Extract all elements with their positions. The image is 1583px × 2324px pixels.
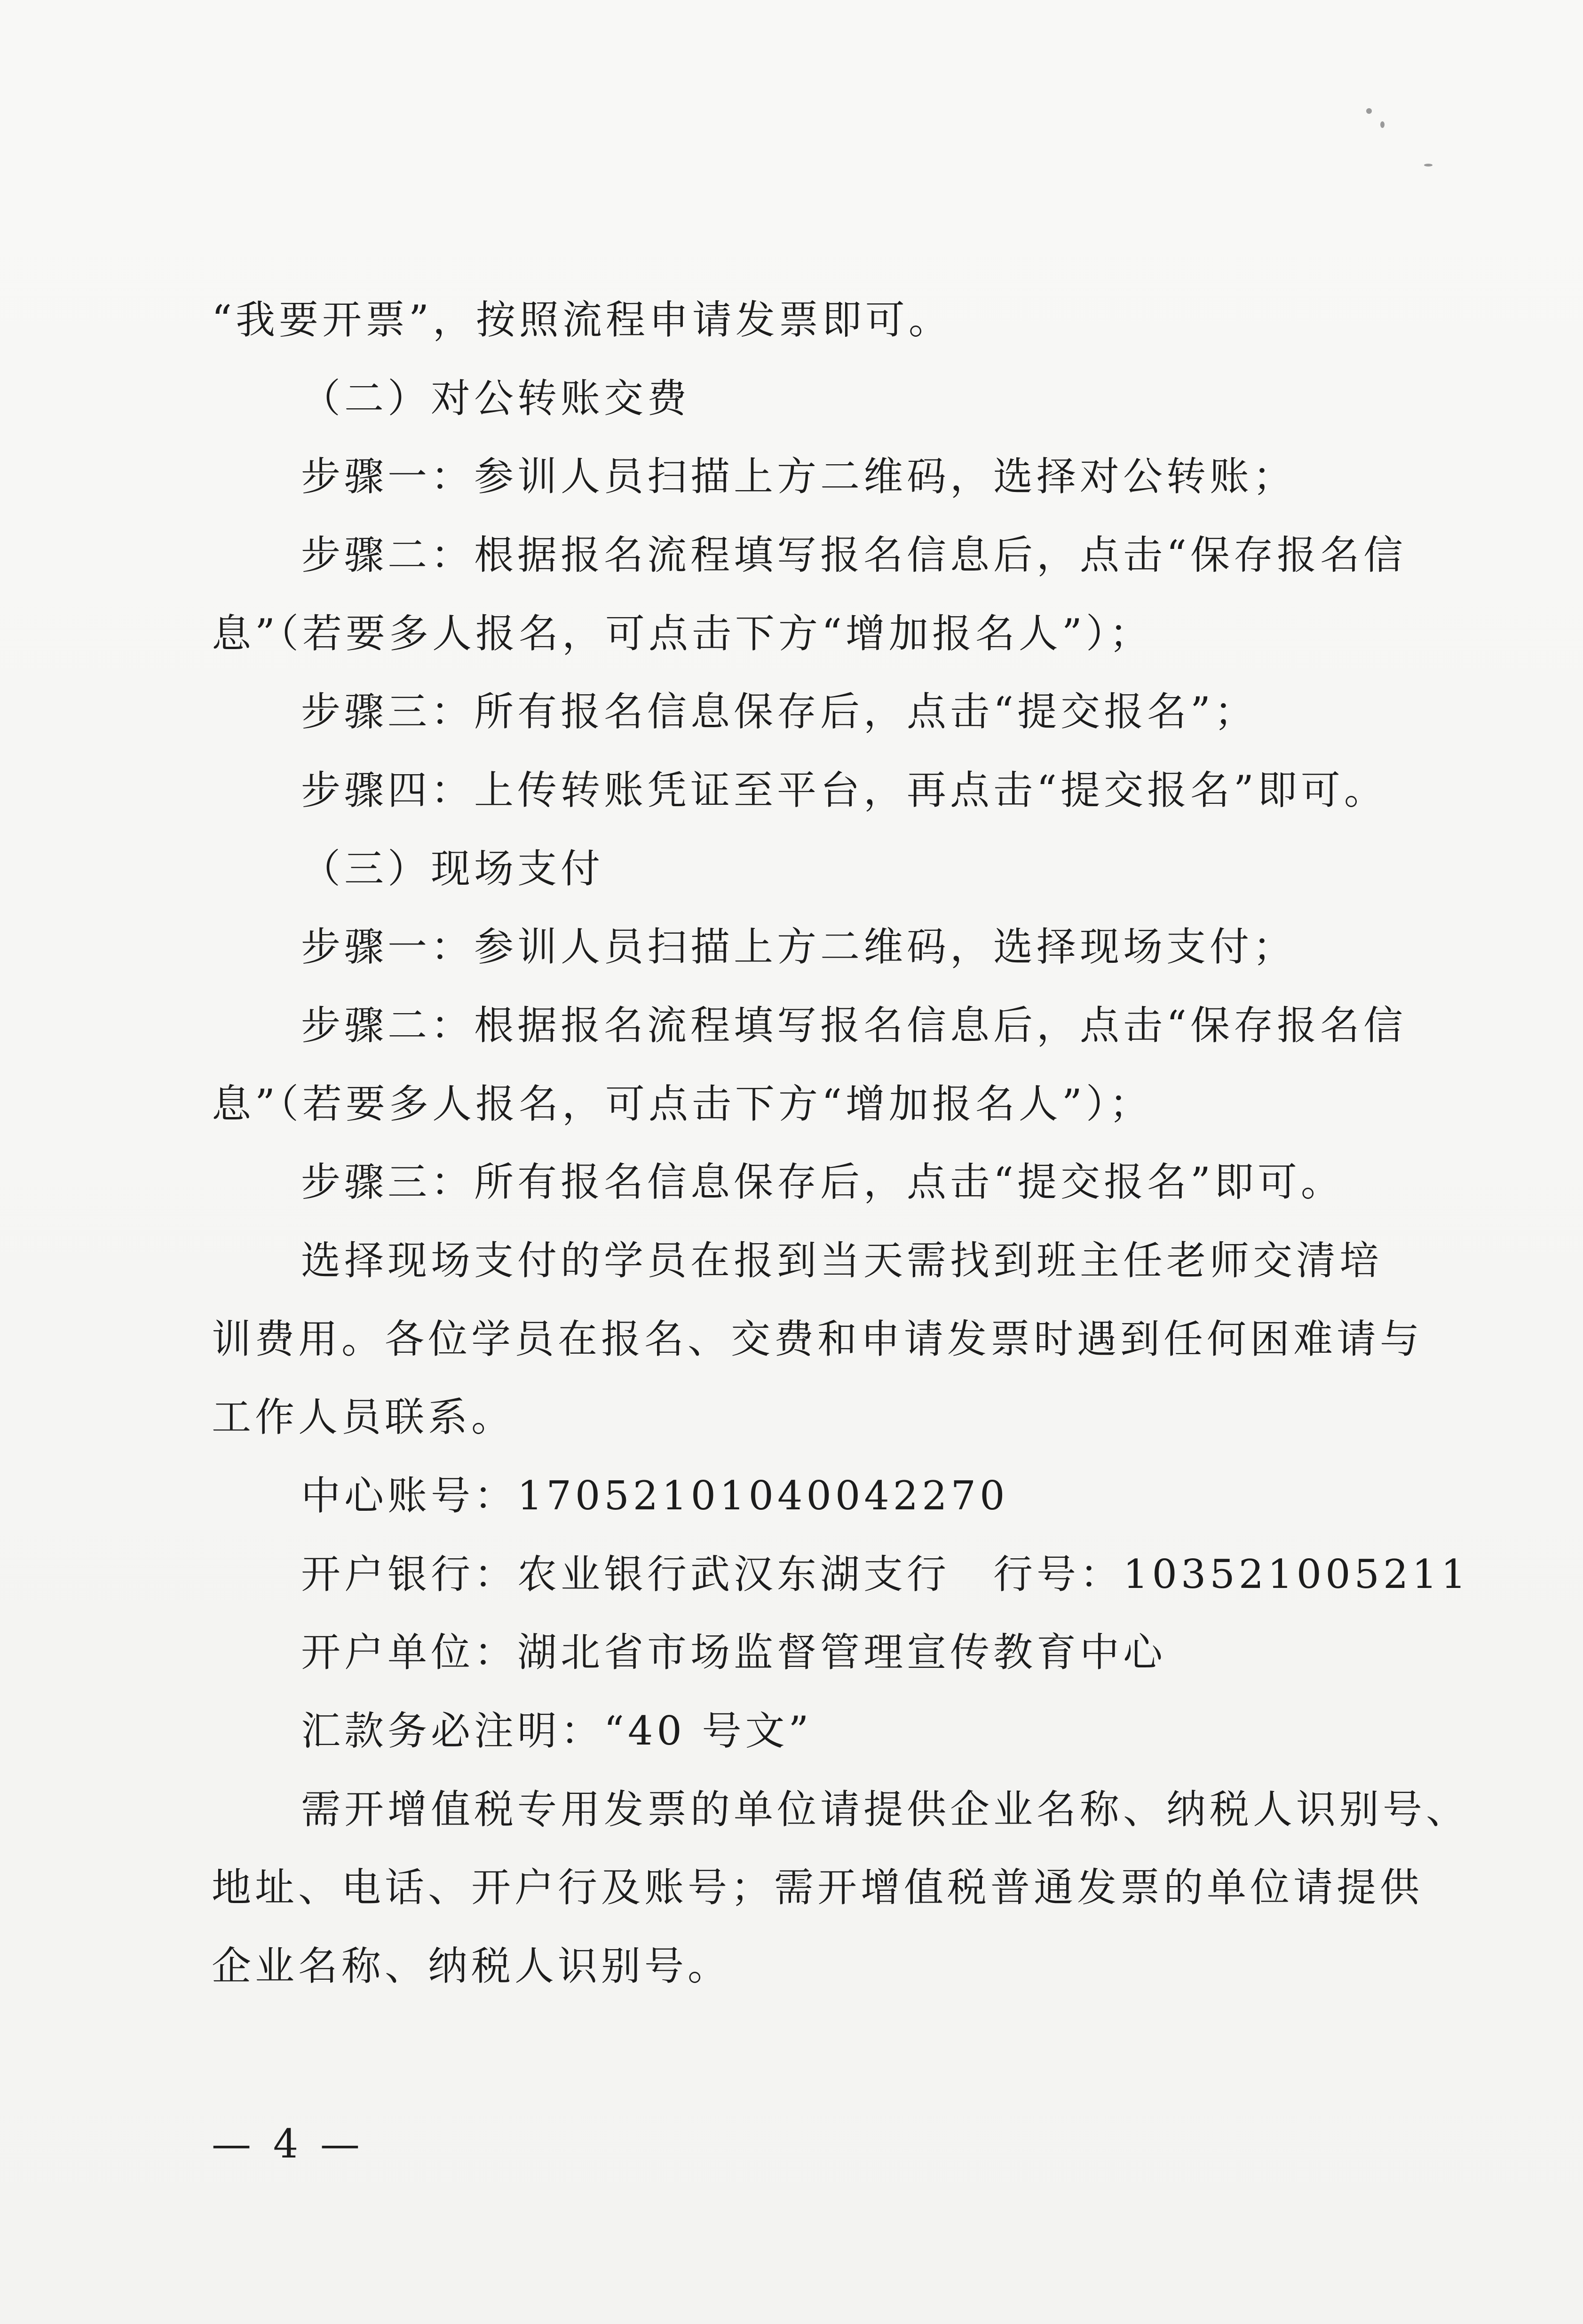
- page-number: — 4 —: [212, 2121, 364, 2167]
- text-line: 步骤一：参训人员扫描上方二维码，选择对公转账；: [301, 453, 1297, 500]
- scan-speck: [1366, 108, 1372, 114]
- remittance-note: 汇款务必注明：“40 号文”: [301, 1708, 813, 1754]
- text-line: “我要开票”，按照流程申请发票即可。: [212, 297, 952, 343]
- section-heading: （二）对公转账交费: [301, 375, 691, 421]
- text-line: 步骤四：上传转账凭证至平台，再点击“提交报名”即可。: [301, 767, 1387, 813]
- text-line: 息”（若要多人报名，可点击下方“增加报名人”）；: [212, 1081, 1153, 1127]
- text-line: 步骤二：根据报名流程填写报名信息后，点击“保存报名信: [301, 1002, 1407, 1048]
- section-heading: （三）现场支付: [301, 846, 604, 892]
- text-line: 步骤二：根据报名流程填写报名信息后，点击“保存报名信: [301, 532, 1407, 578]
- text-line: 地址、电话、开户行及账号；需开增值税普通发票的单位请提供: [212, 1864, 1424, 1911]
- text-line: 需开增值税专用发票的单位请提供企业名称、纳税人识别号、: [301, 1786, 1470, 1832]
- account-holder: 开户单位：湖北省市场监督管理宣传教育中心: [301, 1629, 1167, 1675]
- bank-info: 开户银行：农业银行武汉东湖支行 行号：103521005211: [301, 1551, 1470, 1597]
- text-line: 步骤三：所有报名信息保存后，点击“提交报名”即可。: [301, 1159, 1344, 1205]
- text-line: 步骤三：所有报名信息保存后，点击“提交报名”；: [301, 689, 1258, 735]
- text-line: 息”（若要多人报名，可点击下方“增加报名人”）；: [212, 611, 1153, 657]
- text-line: 步骤一：参训人员扫描上方二维码，选择现场支付；: [301, 924, 1297, 970]
- scan-speck: [1380, 121, 1385, 128]
- account-number: 中心账号：17052101040042270: [301, 1473, 1009, 1519]
- text-line: 训费用。各位学员在报名、交费和申请发票时遇到任何困难请与: [212, 1316, 1424, 1362]
- scan-speck: [1424, 164, 1433, 167]
- text-line: 企业名称、纳税人识别号。: [212, 1943, 731, 1989]
- text-line: 工作人员联系。: [212, 1394, 515, 1440]
- text-line: 选择现场支付的学员在报到当天需找到班主任老师交清培: [301, 1237, 1383, 1284]
